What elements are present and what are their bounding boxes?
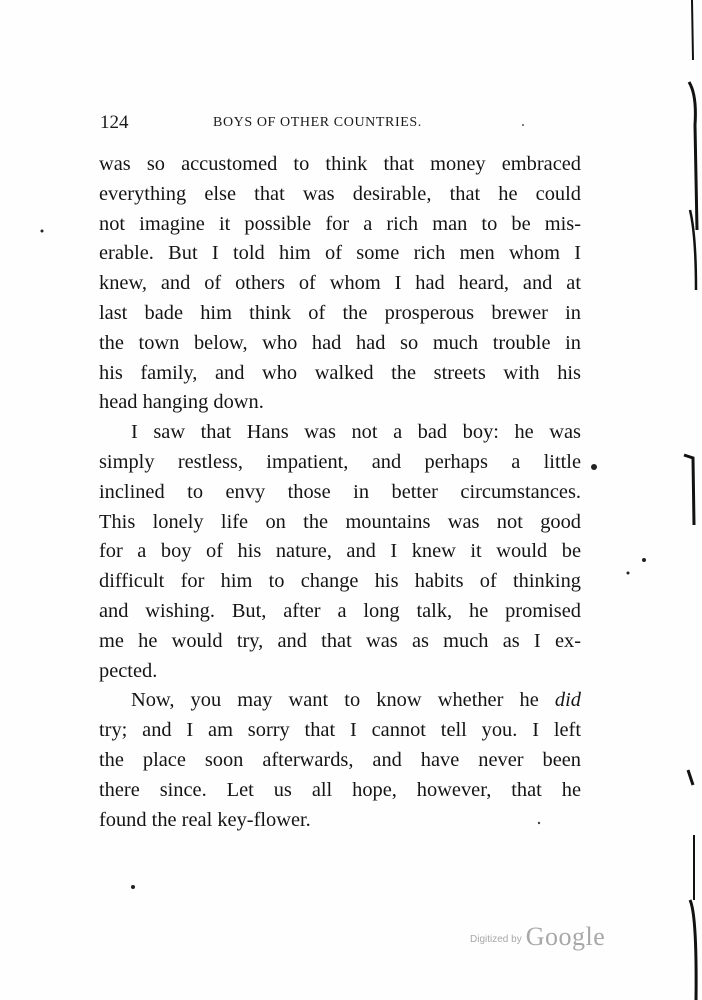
text-line: head hanging down.: [99, 391, 264, 414]
text-line: and wishing. But, after a long talk, he promised: [99, 599, 581, 622]
page-number: 124: [100, 112, 129, 133]
ink-speck: [591, 464, 597, 470]
text-line: simply restless, impatient, and perhaps a little: [99, 450, 581, 473]
ink-speck: [131, 885, 135, 889]
text-line: me he would try, and that was as much as I ex-: [99, 629, 581, 652]
text-line: pected.: [99, 659, 158, 682]
text-line: there since. Let us all hope, however, that he: [99, 778, 581, 801]
scan-edge-line: [684, 455, 694, 525]
text-line: his family, and who walked the streets with his: [99, 361, 581, 384]
scan-edge-line: [690, 900, 696, 1000]
text-line: knew, and of others of whom I had heard, and at: [99, 272, 581, 295]
scan-edge-line: [689, 82, 697, 230]
text-line: This lonely life on the mountains was not good: [99, 510, 581, 533]
running-title: BOYS OF OTHER COUNTRIES.: [213, 115, 422, 130]
text-line: the town below, who had had so much trouble in: [99, 331, 581, 354]
text-line: inclined to envy those in better circumstances.: [99, 480, 581, 503]
watermark-prefix: Digitized by: [470, 934, 522, 945]
ink-speck: [41, 230, 44, 233]
text-line: [99, 686, 581, 716]
body-text: [99, 150, 581, 835]
emphasis-text: did: [554, 689, 581, 712]
google-logo: Google: [525, 922, 606, 951]
digitized-watermark: [470, 922, 605, 952]
running-head: [100, 112, 580, 134]
text-line: I saw that Hans was not a bad boy: he was: [131, 421, 581, 444]
text-line: for a boy of his nature, and I knew it would be: [99, 540, 581, 563]
text-line: erable. But I told him of some rich men whom I: [99, 242, 581, 265]
text-line: found the real key-flower.: [99, 808, 311, 831]
scan-edge-line: [688, 770, 693, 785]
text-line: difficult for him to change his habits of thinking: [99, 570, 581, 593]
text-line: last bade him think of the prosperous brewer in: [99, 301, 581, 324]
text-line: try; and I am sorry that I cannot tell you. I left: [99, 719, 581, 742]
ink-speck: [642, 558, 646, 562]
text-line: the place soon afterwards, and have never been: [99, 748, 581, 771]
ink-speck: [627, 572, 630, 575]
text-line: everything else that was desirable, that he could: [99, 182, 581, 205]
text-run: Now, you may want to know whether he: [131, 689, 539, 712]
text-line: was so accustomed to think that money embraced: [99, 153, 581, 175]
scan-edge-line: [690, 210, 696, 290]
scan-edge-line: [692, 0, 693, 60]
text-line: not imagine it possible for a rich man to be mis-: [99, 212, 581, 235]
